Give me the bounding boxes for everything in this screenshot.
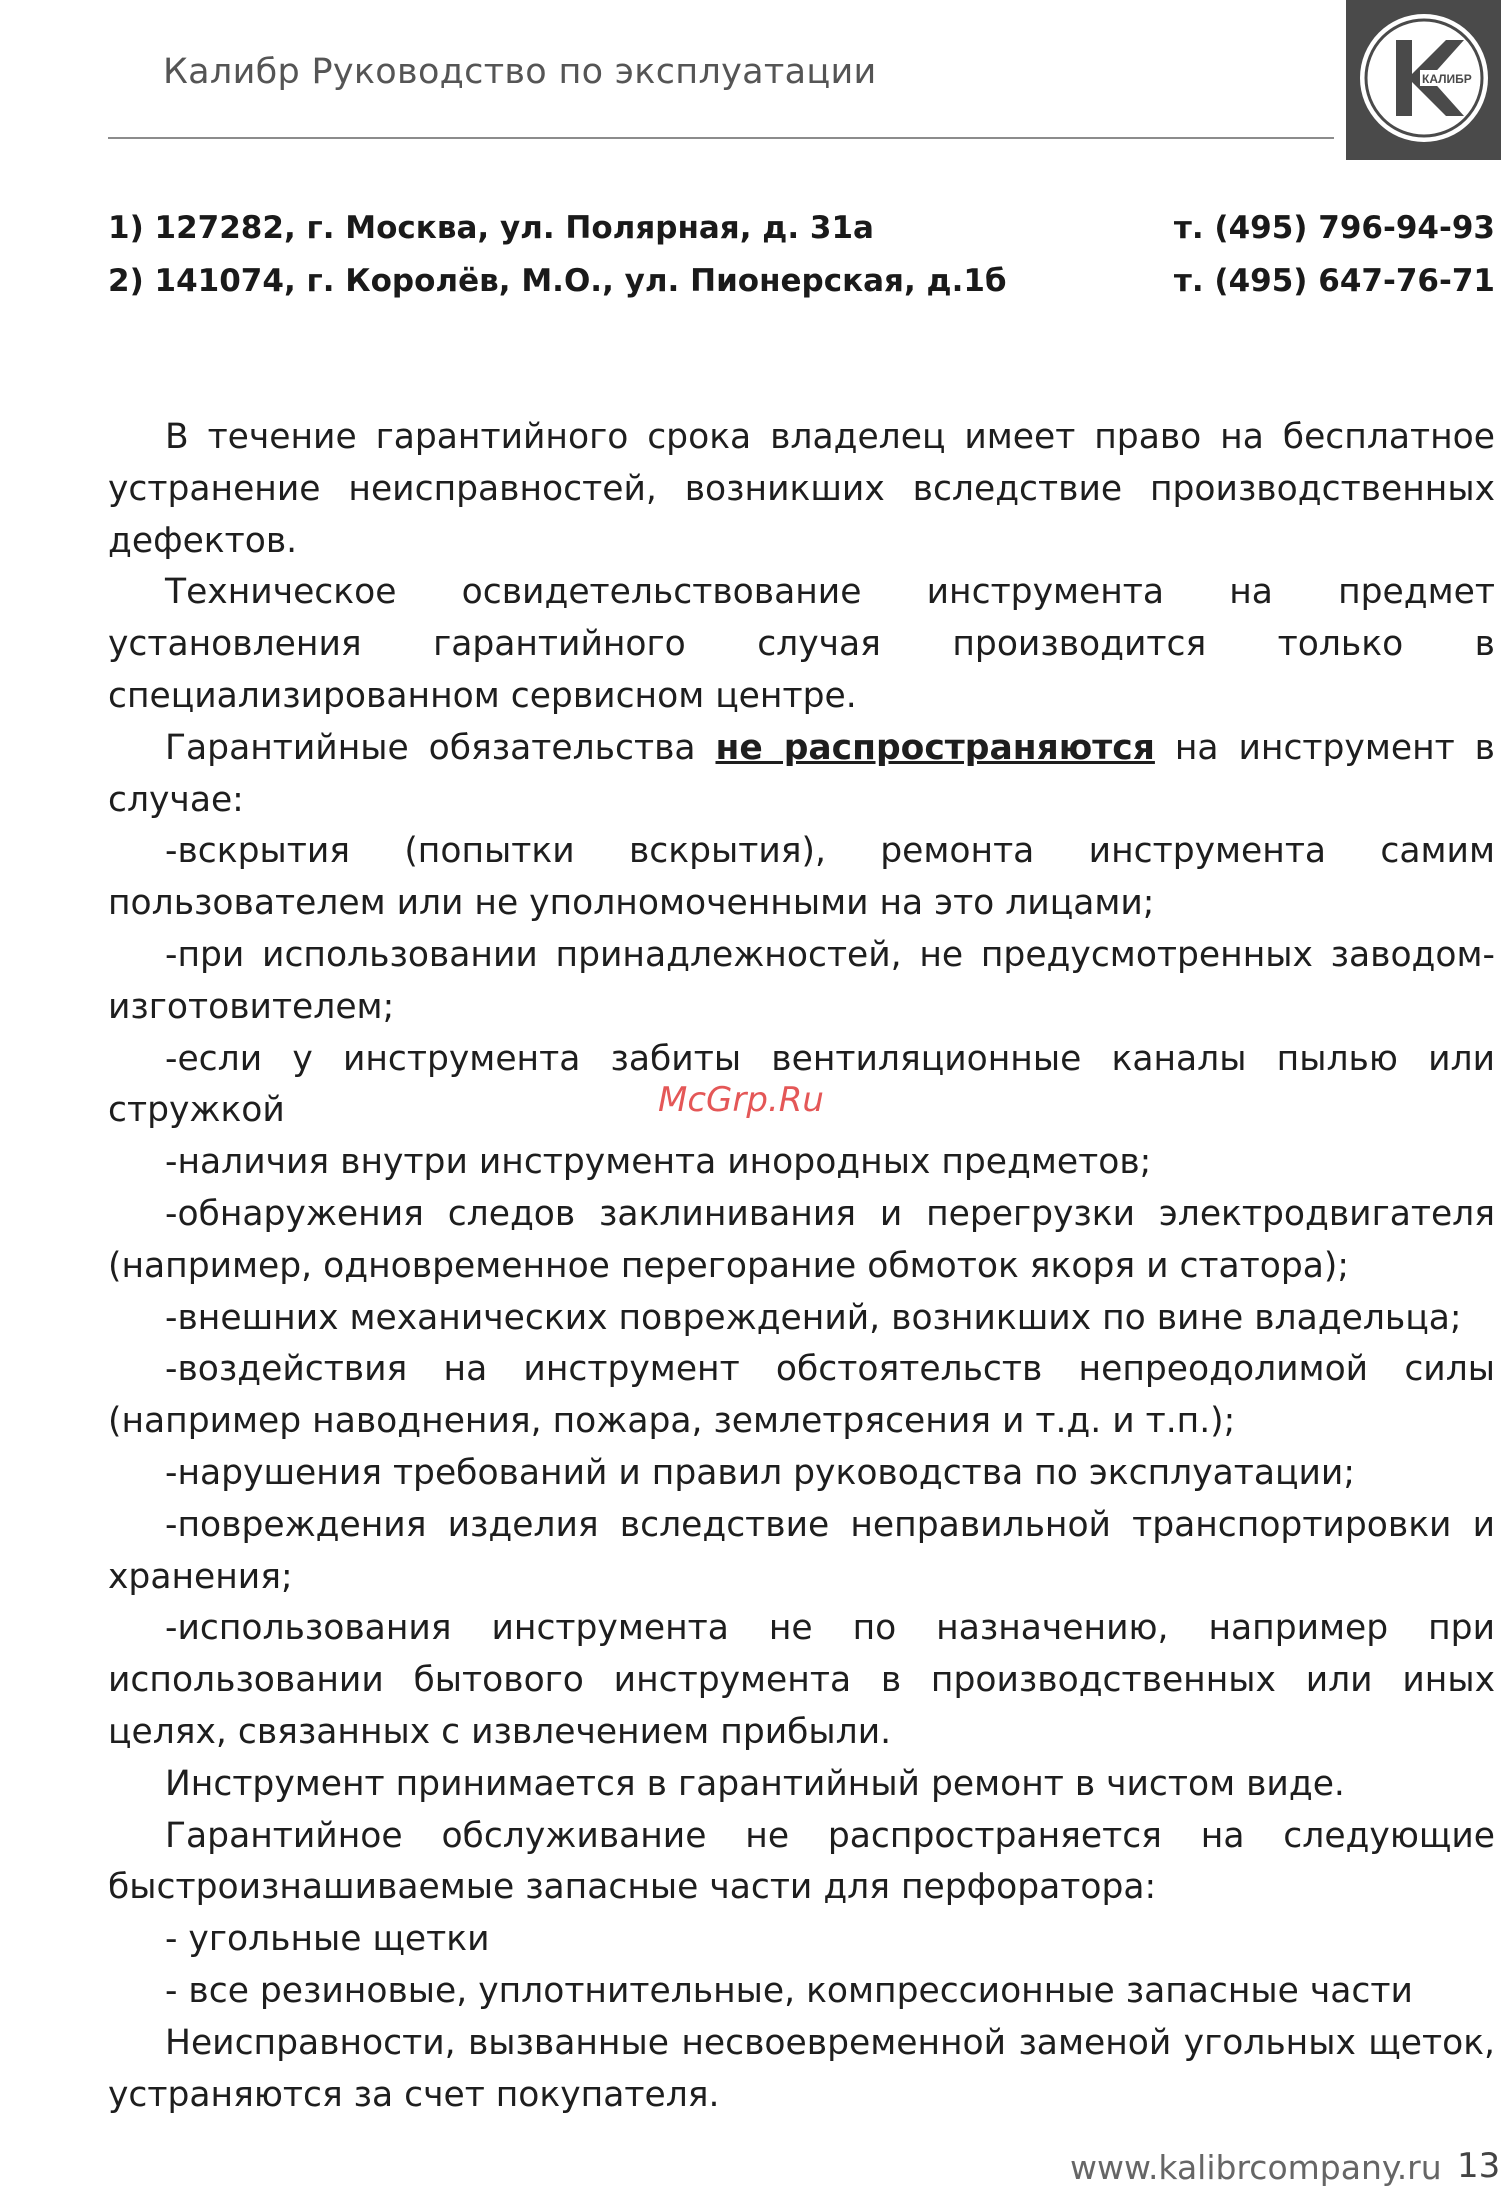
watermark: McGrp.Ru	[658, 1080, 824, 1120]
phone: т. (495) 796-94-93	[1173, 210, 1495, 246]
paragraph: Неисправности, вызванные несвоевременной заменой угольных щеток, устраняются за счет покупателя.	[108, 2022, 1495, 2115]
exclusion-item: -использования инструмента не по назначению, например при использовании бытового инструмента в производственных или иных целях, связанных с извлечением прибыли.	[108, 1608, 1495, 1752]
paragraph	[108, 723, 1495, 827]
paragraph: Инструмент принимается в гарантийный ремонт в чистом виде.	[165, 1763, 1345, 1804]
service-addresses	[108, 202, 1495, 308]
part-item: - все резиновые, уплотнительные, компрессионные запасные части	[165, 1970, 1413, 2011]
kalibr-logo-icon	[1346, 0, 1501, 160]
page-number: 13	[1457, 2146, 1501, 2186]
phone: т. (495) 647-76-71	[1173, 263, 1495, 299]
exclusion-item: -обнаружения следов заклинивания и перегрузки электродвигателя (например, одновременное перегорание обмоток якоря и статора);	[108, 1193, 1495, 1286]
exclusion-item: -внешних механических повреждений, возникших по вине владельца;	[165, 1297, 1462, 1338]
address: 1) 127282, г. Москва, ул. Полярная, д. 31а	[108, 210, 874, 246]
address-row	[108, 202, 1495, 255]
exclusion-item: -нарушения требований и правил руководства по эксплуатации;	[165, 1452, 1355, 1493]
header-divider	[108, 137, 1334, 139]
address-row	[108, 255, 1495, 308]
exclusion-item: -воздействия на инструмент обстоятельств непреодолимой силы (например наводнения, пожара, землетрясения и т.д. и т.п.);	[108, 1349, 1495, 1442]
text-run: на инструмент в случае:	[108, 727, 1495, 820]
exclusion-item: -при использовании принадлежностей, не предусмотренных заводом-изготовителем;	[108, 934, 1495, 1027]
paragraph: Гарантийное обслуживание не распространяется на следующие быстроизнашиваемые запасные части для перфоратора:	[108, 1815, 1495, 1908]
logo-text: КАЛИБР	[1422, 72, 1472, 86]
exclusion-item: -если у инструмента забиты вентиляционные каналы пылью или стружкой	[108, 1038, 1495, 1131]
address: 2) 141074, г. Королёв, М.О., ул. Пионерская, д.1б	[108, 263, 1007, 299]
part-item: - угольные щетки	[165, 1919, 490, 1960]
exclusion-item: -наличия внутри инструмента инородных предметов;	[165, 1142, 1152, 1183]
text-run: Гарантийные обязательства	[165, 727, 716, 768]
footer-url-link[interactable]: www.kalibrcompany.ru	[1070, 2148, 1442, 2187]
header-title: Калибр Руководство по эксплуатации	[163, 52, 877, 92]
exclusion-item: -вскрытия (попытки вскрытия), ремонта инструмента самим пользователем или не уполномоченными на это лицами;	[108, 831, 1495, 924]
exclusion-item: -повреждения изделия вследствие неправильной транспортировки и хранения;	[108, 1504, 1495, 1597]
paragraph: Техническое освидетельствование инструмента на предмет установления гарантийного случая производится только в специализированном сервисном центре.	[108, 572, 1495, 716]
paragraph: В течение гарантийного срока владелец имеет право на бесплатное устранение неисправностей, возникших вследствие производственных дефектов.	[108, 417, 1495, 561]
kalibr-logo	[1346, 0, 1501, 160]
warranty-text	[108, 412, 1495, 2121]
emphasis-not-covered: не распространяются	[715, 727, 1155, 768]
